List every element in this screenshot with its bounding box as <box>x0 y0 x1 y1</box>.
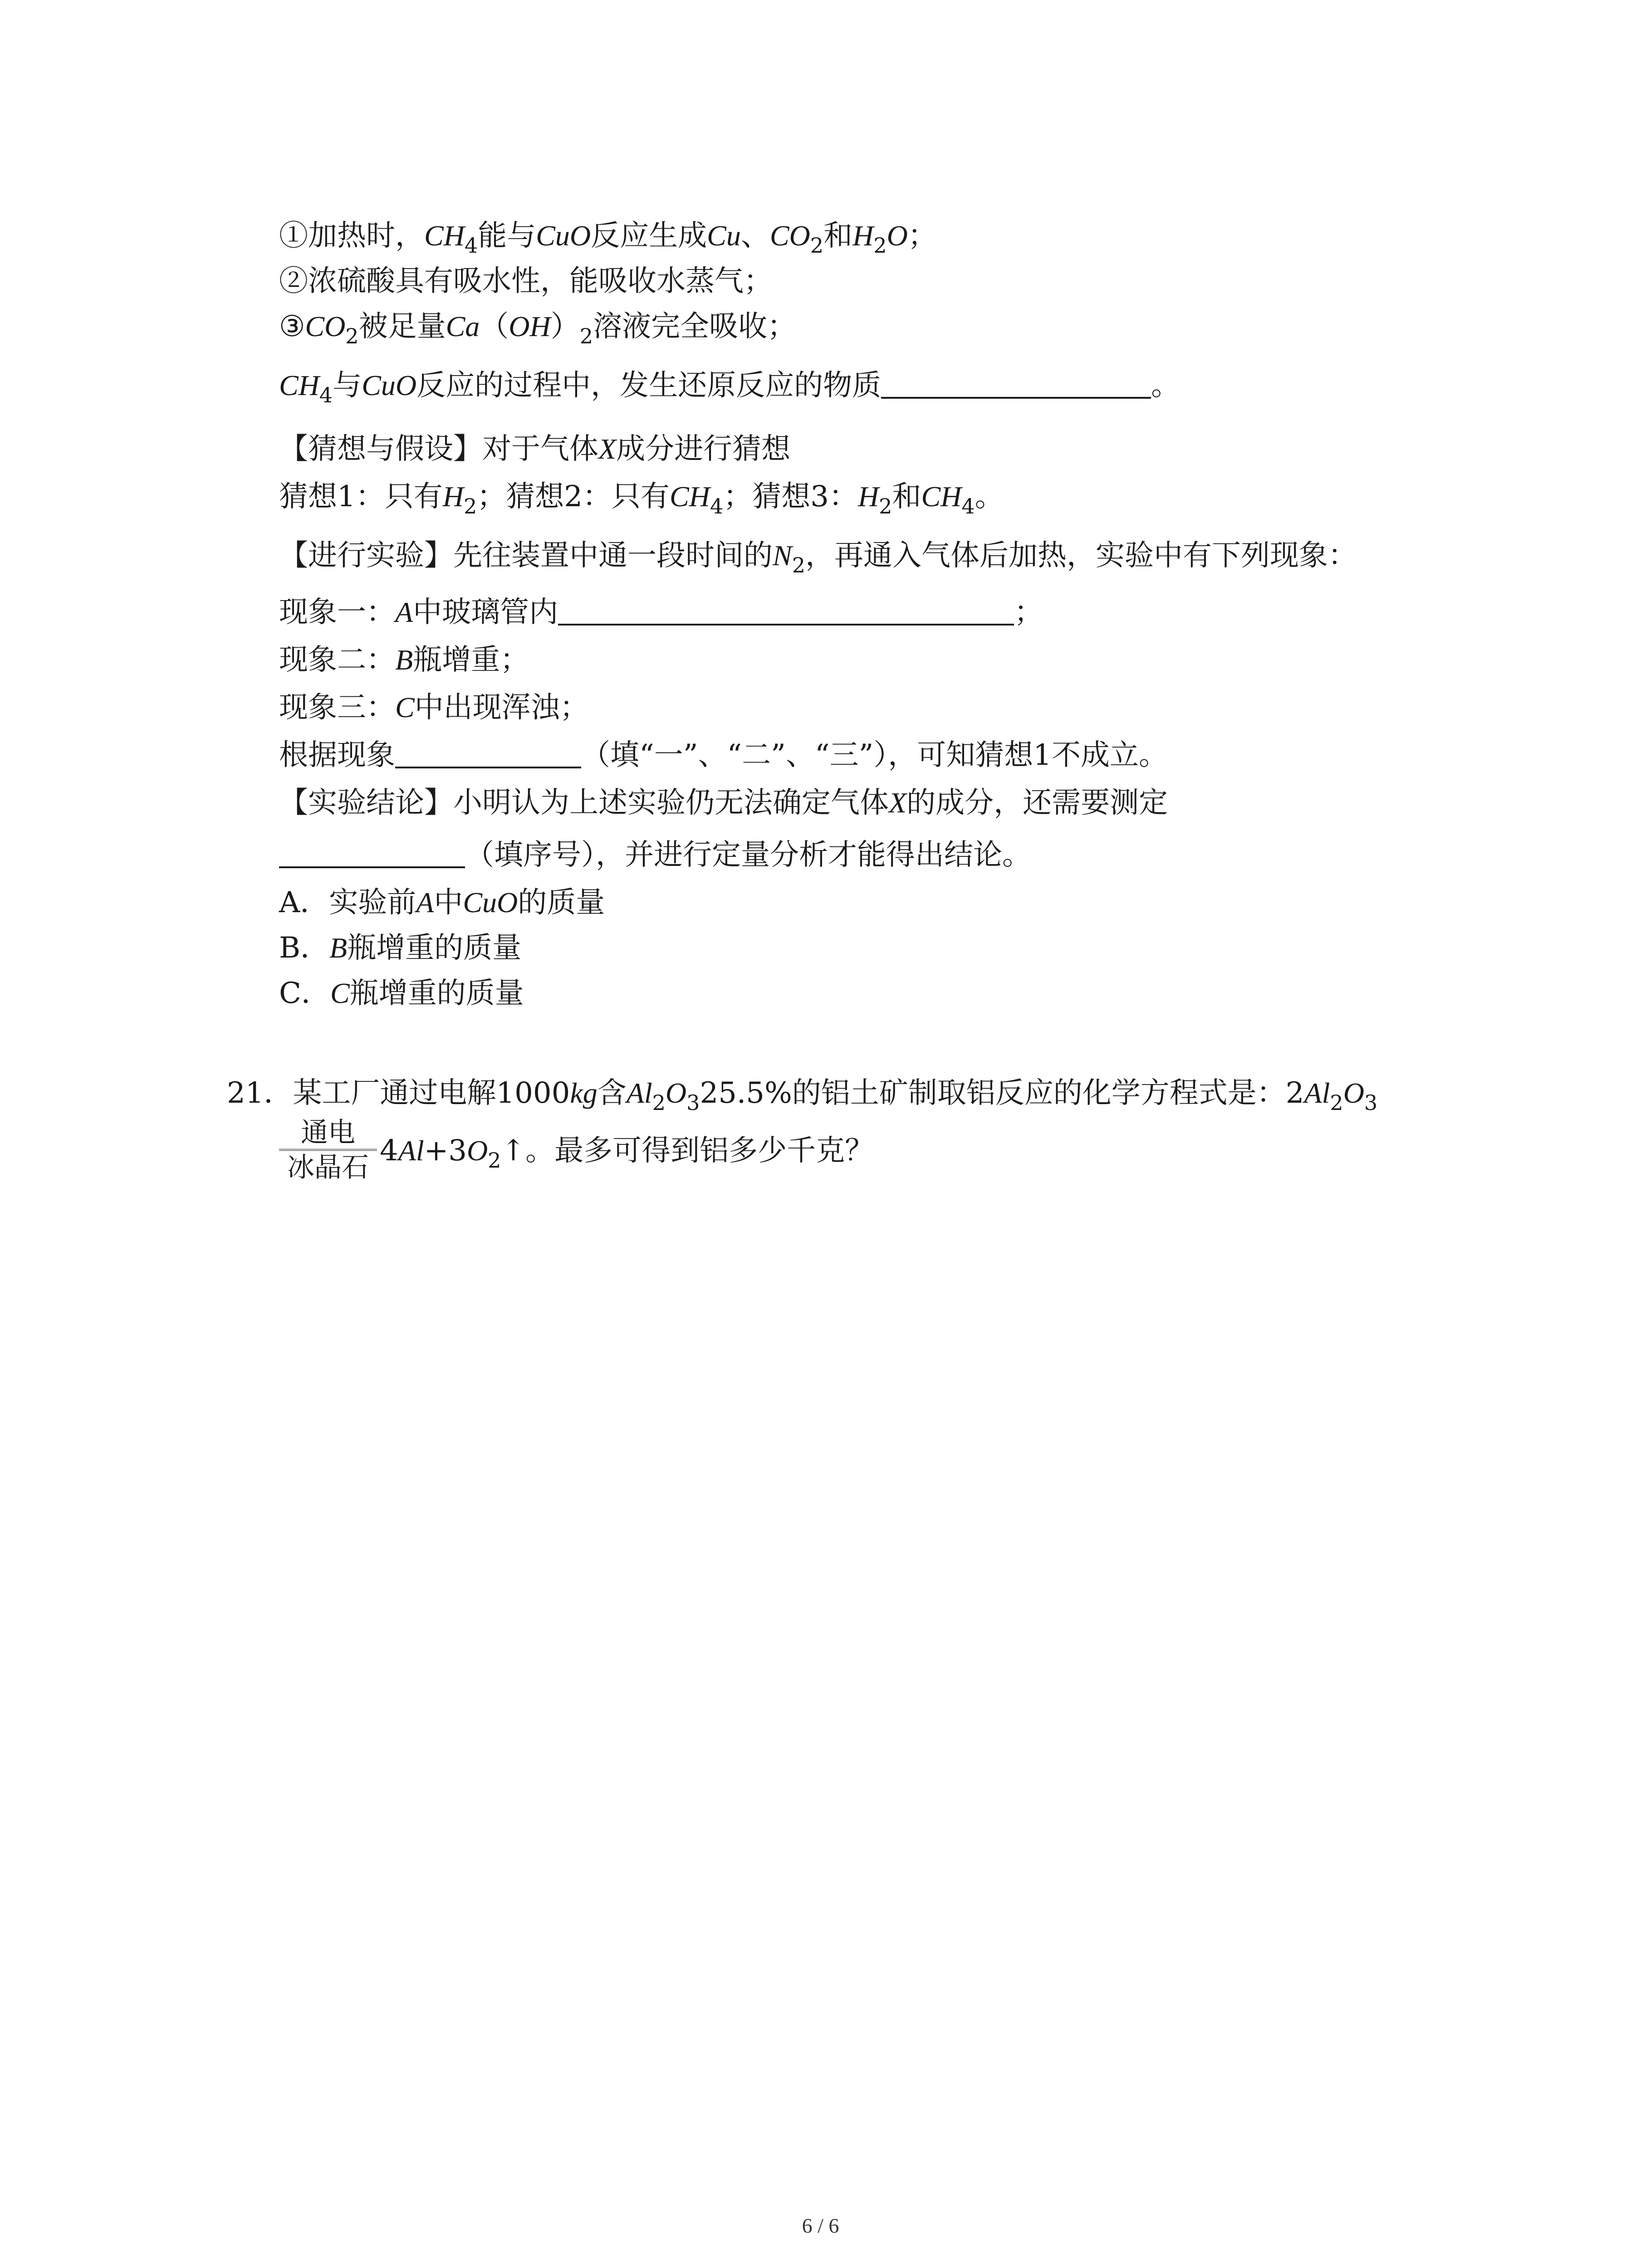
phenomenon-2: 现象二：B瓶增重； <box>279 643 529 677</box>
phenomenon-basis: 根据现象 （填“一”、“二”、“三”），可知猜想1不成立。 <box>279 738 1168 772</box>
phenomenon-1: 现象一：A中玻璃管内 ； <box>279 596 1043 629</box>
info-item-1: ①加热时，$CH_4$能与CuO反应生成Cu、$CO_2$和$H_2O$； <box>279 219 937 258</box>
question-number: 21． <box>227 1076 293 1110</box>
answer-blank-phenomenon-number[interactable] <box>395 739 581 768</box>
page-number: 6 / 6 <box>802 2214 839 2237</box>
hypothesis-guesses: 猜想1：只有$H_2$；猜想2：只有$CH_4$；猜想3：$H_2$和$CH_4$。 <box>279 480 1004 519</box>
hypothesis-heading: 【猜想与假设】对于气体X成分进行猜想 <box>279 432 791 466</box>
reaction-condition: $\frac{\text{通电}}{\text{冰晶石}}$ <box>279 1116 377 1184</box>
option-c: C．C瓶增重的质量 <box>279 977 524 1010</box>
experiment-heading: 【进行实验】先往装置中通一段时间的$N_2$，再通入气体后加热，实验中有下列现象： <box>279 539 1357 578</box>
phenomenon-3: 现象三：C中出现浑浊； <box>279 691 589 724</box>
info-item-2: ②浓硫酸具有吸水性，能吸收水蒸气； <box>279 264 773 298</box>
answer-blank-reduced-substance[interactable] <box>881 370 1151 399</box>
answer-blank-phenomenon-1[interactable] <box>558 596 1014 626</box>
reduction-question: $CH_4$与CuO反应的过程中，发生还原反应的物质 。 <box>279 369 1181 408</box>
conclusion-fill: （填序号），并进行定量分析才能得出结论。 <box>279 837 1031 873</box>
conclusion-heading: 【实验结论】小明认为上述实验仍无法确定气体X的成分，还需要测定 <box>279 786 1168 820</box>
option-b: B．B瓶增重的质量 <box>279 931 522 965</box>
answer-blank-measure-option[interactable] <box>279 839 465 868</box>
info-item-3: $③CO_2$被足量$Ca(OH)_2$溶液完全吸收； <box>279 310 797 349</box>
option-a: A．实验前A中CuO的质量 <box>279 886 605 919</box>
chemical-equation-line: $\frac{\text{通电}}{\text{冰晶石}}$ $4Al+3O_2↑$。最多可得到铝多少千克？ <box>279 1117 874 1187</box>
question-21: 21．某工厂通过电解1000kg含$Al_2O_325.5\%$的铝土矿制取铝反应的化学方程式是：$2Al_2O_3$ <box>227 1076 1378 1115</box>
gas-arrow: ↑ <box>501 1134 526 1168</box>
